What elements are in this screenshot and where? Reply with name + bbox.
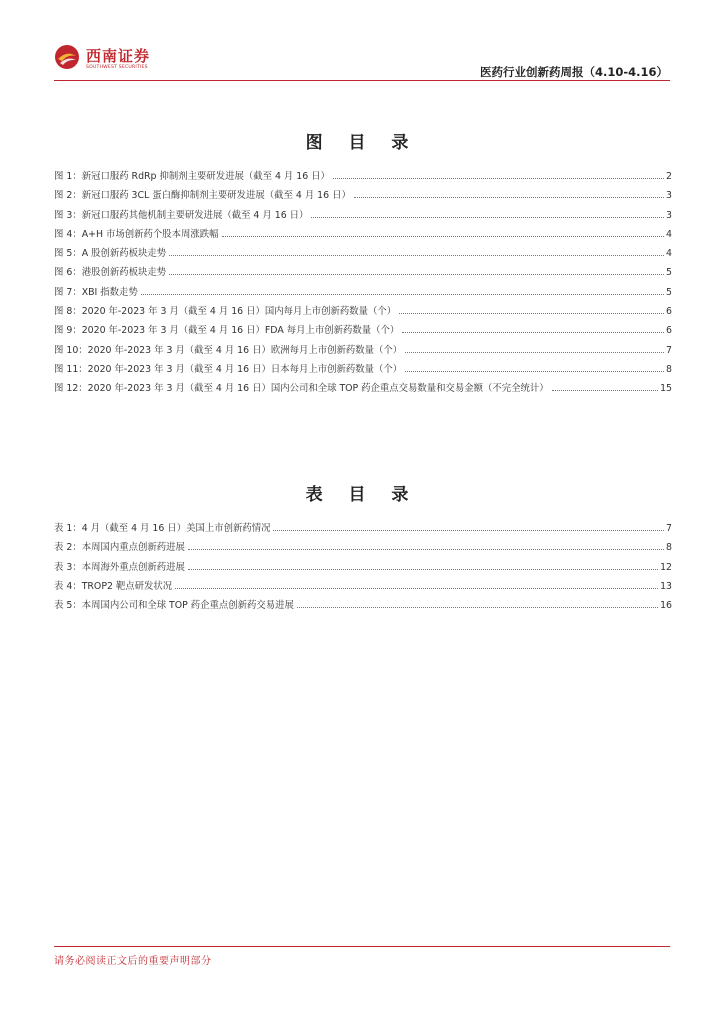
dot-leader: [175, 588, 658, 589]
figure-toc-entry[interactable]: [54, 342, 672, 361]
figure-toc-entry-label[interactable]: 图 12：2020 年-2023 年 3 月（截至 4 月 16 日）国内公司和全球 TOP 药企重点交易数量和交易金额（不完全统计）: [54, 383, 549, 395]
table-toc-entry-page-number[interactable]: 12: [660, 561, 672, 573]
figure-toc-entry[interactable]: [54, 303, 672, 322]
table-toc-entry-label[interactable]: 表 1：4 月（截至 4 月 16 日）美国上市创新药情况: [54, 523, 271, 534]
table-toc-entry-label[interactable]: 表 2：本周国内重点创新药进展: [54, 542, 185, 554]
figure-toc-entry[interactable]: [54, 207, 672, 226]
dot-leader: [188, 569, 658, 570]
footer-divider: [54, 946, 670, 947]
table-toc-entry-page-number[interactable]: 7: [666, 523, 672, 534]
figure-toc-entry[interactable]: [54, 284, 672, 303]
figure-toc-entry[interactable]: [54, 322, 672, 341]
dot-leader: [169, 255, 664, 256]
dot-leader: [169, 274, 664, 275]
table-toc-entry-label[interactable]: 表 5：本周国内公司和全球 TOP 药企重点创新药交易进展: [54, 600, 294, 612]
footer-disclaimer-note: 请务必阅读正文后的重要声明部分: [54, 956, 212, 967]
logo-chinese-name: 西南证券: [86, 47, 151, 65]
table-toc-entry-label[interactable]: 表 3：本周海外重点创新药进展: [54, 561, 185, 573]
company-logo-icon: [54, 44, 80, 70]
figure-toc-entry-label[interactable]: 图 9：2020 年-2023 年 3 月（截至 4 月 16 日）FDA 每月上市创新药数量（个）: [54, 325, 400, 337]
table-toc-entry[interactable]: [54, 520, 672, 539]
figure-toc-entry-page-number[interactable]: 3: [666, 209, 672, 221]
figure-toc-entry-page-number[interactable]: 7: [666, 344, 672, 356]
table-toc-entry-page-number[interactable]: 16: [660, 600, 672, 612]
dot-leader: [402, 332, 664, 333]
figure-toc-entry-label[interactable]: 图 11：2020 年-2023 年 3 月（截至 4 月 16 日）日本每月上市创新药数量（个）: [54, 363, 403, 375]
table-toc-entry[interactable]: [54, 539, 672, 558]
dot-leader: [333, 178, 664, 179]
figure-toc-entry[interactable]: [54, 187, 672, 206]
dot-leader: [552, 390, 658, 391]
figure-toc-entry-label[interactable]: 图 5：A 股创新药板块走势: [54, 248, 167, 260]
dot-leader: [141, 294, 664, 295]
figure-toc-entry-page-number[interactable]: 4: [666, 228, 672, 240]
figure-toc-entry[interactable]: [54, 168, 672, 187]
table-toc-entry[interactable]: [54, 578, 672, 597]
table-toc-entry-page-number[interactable]: 13: [660, 580, 672, 592]
table-toc-entry[interactable]: [54, 597, 672, 616]
figure-toc-entry-page-number[interactable]: 6: [666, 306, 672, 318]
figure-toc-entry[interactable]: [54, 361, 672, 380]
figure-toc-list: [54, 168, 672, 400]
figure-toc-entry[interactable]: [54, 245, 672, 264]
dot-leader: [222, 236, 665, 237]
figure-toc-entry-page-number[interactable]: 15: [660, 383, 672, 395]
figure-toc-entry-page-number[interactable]: 4: [666, 248, 672, 260]
figure-toc-entry[interactable]: [54, 380, 672, 399]
figure-toc-entry-page-number[interactable]: 5: [666, 286, 672, 298]
dot-leader: [405, 352, 664, 353]
figure-toc-entry-page-number[interactable]: 5: [666, 267, 672, 279]
table-toc-entry[interactable]: [54, 559, 672, 578]
dot-leader: [399, 313, 664, 314]
header-divider: [54, 80, 670, 81]
figure-toc-entry[interactable]: [54, 226, 672, 245]
figure-toc-entry-label[interactable]: 图 3：新冠口服药其他机制主要研发进展（截至 4 月 16 日）: [54, 209, 309, 221]
figure-toc-entry-label[interactable]: 图 6：港股创新药板块走势: [54, 267, 167, 279]
figure-toc-entry-page-number[interactable]: 6: [666, 325, 672, 337]
table-toc-entry-page-number[interactable]: 8: [666, 542, 672, 554]
report-title: 医药行业创新药周报（4.10-4.16）: [479, 65, 668, 79]
page-header: [0, 0, 724, 82]
dot-leader: [405, 371, 664, 372]
dot-leader: [273, 530, 664, 531]
company-logo: [54, 44, 164, 76]
figure-toc-entry-page-number[interactable]: 2: [666, 171, 672, 182]
dot-leader: [297, 607, 658, 608]
table-toc-entry-label[interactable]: 表 4：TROP2 靶点研发状况: [54, 580, 173, 592]
figure-toc-entry-label[interactable]: 图 8：2020 年-2023 年 3 月（截至 4 月 16 日）国内每月上市创新药数量（个）: [54, 306, 397, 318]
figure-toc-entry-page-number[interactable]: 8: [666, 363, 672, 375]
dot-leader: [311, 217, 664, 218]
dot-leader: [354, 197, 664, 198]
figure-toc-entry-label[interactable]: 图 2：新冠口服药 3CL 蛋白酶抑制剂主要研发进展（截至 4 月 16 日）: [54, 190, 351, 202]
figure-toc-entry-label[interactable]: 图 4：A+H 市场创新药个股本周涨跌幅: [54, 228, 219, 240]
logo-english-name: SOUTHWEST SECURITIES: [86, 65, 148, 70]
figure-toc-entry-page-number[interactable]: 3: [666, 190, 672, 202]
figure-toc-heading: 图 目 录: [305, 133, 419, 153]
figure-toc-entry[interactable]: [54, 264, 672, 283]
table-toc-list: [54, 520, 672, 616]
table-toc-heading: 表 目 录: [305, 485, 419, 505]
dot-leader: [188, 549, 664, 550]
figure-toc-entry-label[interactable]: 图 1：新冠口服药 RdRp 抑制剂主要研发进展（截至 4 月 16 日）: [54, 171, 330, 182]
figure-toc-entry-label[interactable]: 图 10：2020 年-2023 年 3 月（截至 4 月 16 日）欧洲每月上市创新药数量（个）: [54, 344, 403, 356]
figure-toc-entry-label[interactable]: 图 7：XBI 指数走势: [54, 286, 138, 298]
